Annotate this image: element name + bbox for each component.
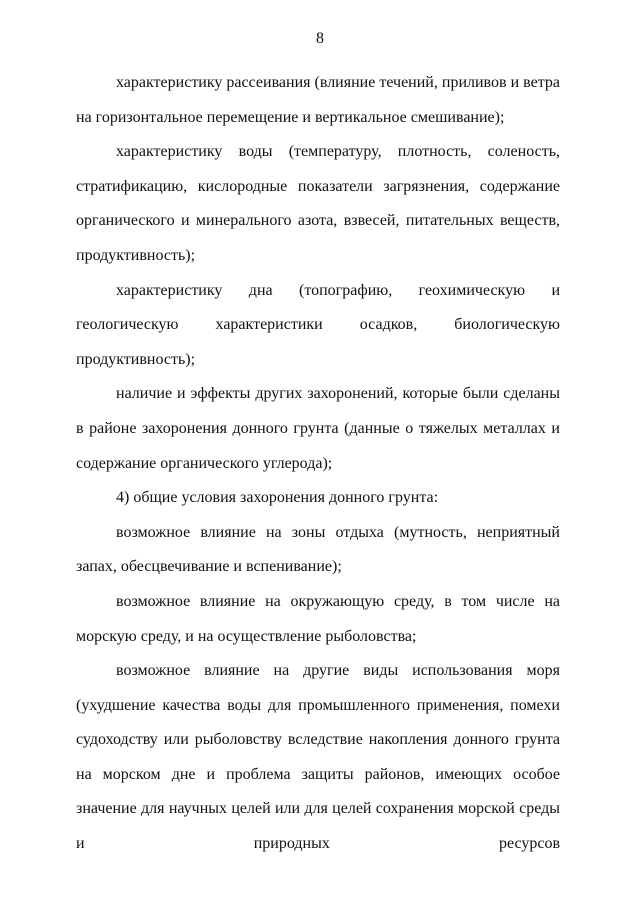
paragraph-water: характеристику воды (температуру, плотность, соленость, стратификацию, кислородные показатели загрязнения, содержание органического и минерального азота, взвесей, питательных веществ, продуктивность); [76,143,560,264]
paragraph-dispersion: характеристику рассеивания (влияние течений, приливов и ветра на горизонтальное перемещение и вертикальное смешивание); [76,74,560,126]
paragraph-general-conditions: 4) общие условия захоронения донного грунта: [116,489,439,507]
paragraph-seabed: характеристику дна (топографию, геохимическую и геологическую характеристики осадков, биологическую продуктивность); [76,281,560,368]
paragraph-recreation-impact: возможное влияние на зоны отдыха (мутность, неприятный запах, обесцвечивание и вспенивание); [76,523,560,576]
paragraph-other-uses-impact: возможное влияние на другие виды использования моря (ухудшение качества воды для промышленного применения, помехи судоходству или рыболовству вследствие накопления донного грунта на морском дне и проблема защиты районов, имеющих особое значение для научных целей или для целей сохранения морской среды и природных ресурсов [76,662,560,853]
page-number: 8 [316,30,324,47]
paragraph-environment-impact: возможное влияние на окружающую среду, в том числе на морскую среду, и на осуществление рыболовства; [76,592,560,645]
paragraph-other-disposals: наличие и эффекты других захоронений, которые были сделаны в районе захоронения донного грунта (данные о тяжелых металлах и содержание органического углерода); [76,385,560,472]
document-body [76,66,560,862]
